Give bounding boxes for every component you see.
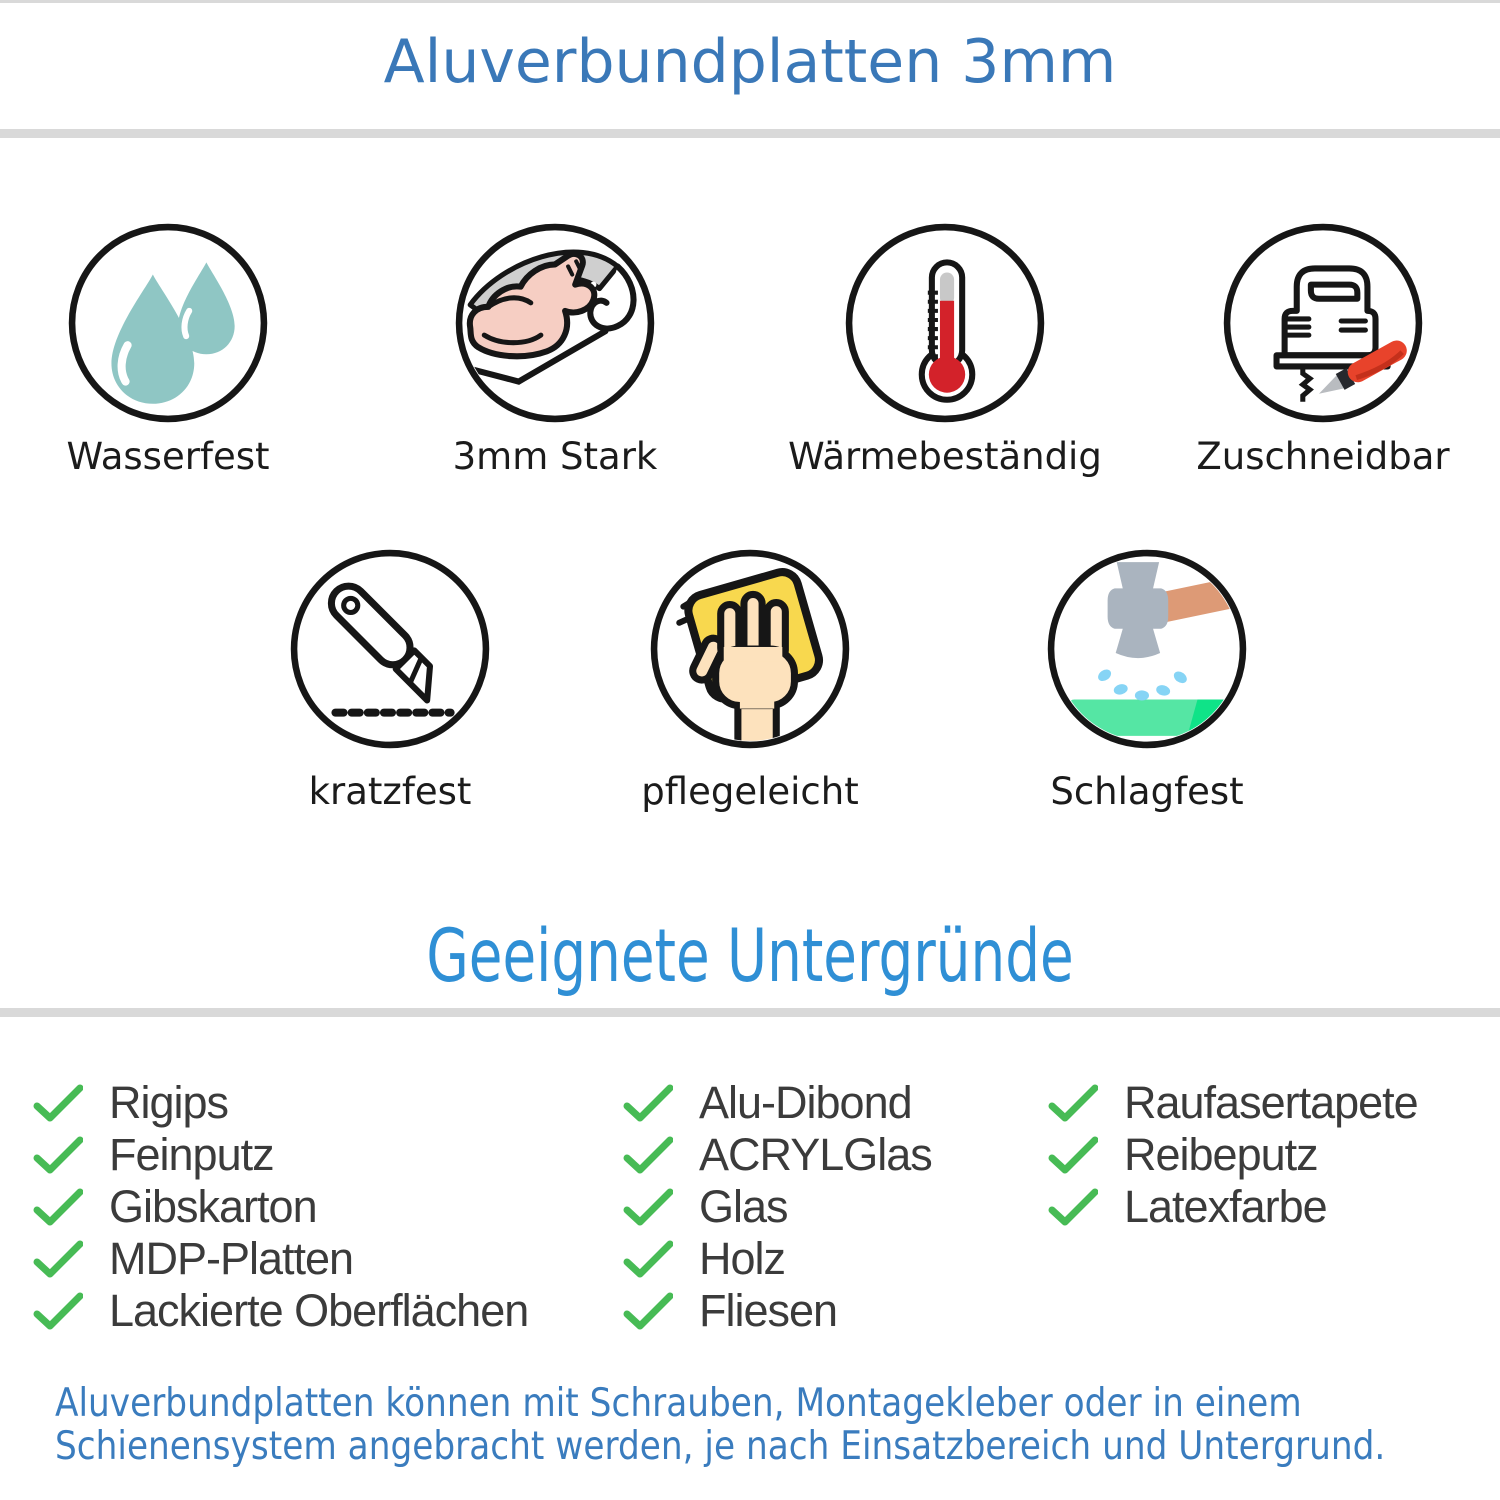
muscle-arm-panel-icon — [454, 222, 656, 424]
list-item-label: Gibskarton — [109, 1181, 317, 1232]
hammer-impact-icon — [1046, 548, 1248, 750]
list-item-label: Glas — [699, 1181, 788, 1232]
substrate-column-3 — [1048, 1077, 1418, 1233]
list-item-label: Holz — [699, 1233, 786, 1284]
list-item-label: Lackierte Oberflächen — [109, 1285, 529, 1336]
list-item-label: Latexfarbe — [1124, 1181, 1327, 1232]
cleaning-hand-icon — [649, 548, 851, 750]
list-item-label: Raufasertapete — [1124, 1077, 1418, 1128]
list-item — [1048, 1077, 1418, 1129]
list-item — [623, 1077, 932, 1129]
check-icon — [33, 1136, 83, 1174]
mounting-note-line2: Schienensystem angebracht werden, je nach Einsatzbereich und Untergrund. — [55, 1424, 1386, 1469]
jigsaw-cutter-icon — [1222, 222, 1424, 424]
mounting-note-line1: Aluverbundplatten können mit Schrauben, Montagekleber oder in einem — [55, 1381, 1302, 1426]
check-icon — [33, 1084, 83, 1122]
list-item — [623, 1233, 932, 1285]
feature-wasserfest — [0, 222, 358, 478]
section-title: Geeignete Untergründe — [426, 914, 1074, 999]
list-item-label: Alu-Dibond — [699, 1077, 912, 1128]
mounting-note — [55, 1382, 1385, 1468]
top-border-strip — [0, 0, 1500, 3]
list-item-label: MDP-Platten — [109, 1233, 354, 1284]
feature-label: Wärmebeständig — [788, 435, 1102, 478]
feature-label: kratzfest — [308, 770, 472, 813]
feature-waermebestaendig — [755, 222, 1135, 478]
list-item — [33, 1181, 528, 1233]
check-icon — [1048, 1136, 1098, 1174]
list-item — [1048, 1129, 1418, 1181]
thermometer-icon — [844, 222, 1046, 424]
check-icon — [33, 1188, 83, 1226]
list-item — [623, 1285, 932, 1337]
list-item-label: ACRYLGlas — [699, 1129, 932, 1180]
list-item-label: Reibeputz — [1124, 1129, 1318, 1180]
list-item — [33, 1285, 528, 1337]
list-item — [623, 1181, 932, 1233]
feature-pflegeleicht — [560, 548, 940, 813]
feature-label: 3mm Stark — [452, 435, 658, 478]
list-item — [33, 1129, 528, 1181]
list-item — [1048, 1181, 1418, 1233]
feature-schlagfest — [957, 548, 1337, 813]
check-icon — [623, 1188, 673, 1226]
feature-kratzfest — [200, 548, 580, 813]
water-drops-icon — [67, 222, 269, 424]
list-item-label: Feinputz — [109, 1129, 274, 1180]
list-item-label: Fliesen — [699, 1285, 838, 1336]
list-item — [623, 1129, 932, 1181]
divider — [0, 129, 1500, 138]
divider — [0, 1008, 1500, 1017]
check-icon — [623, 1240, 673, 1278]
list-item — [33, 1077, 528, 1129]
list-item-label: Rigips — [109, 1077, 229, 1128]
check-icon — [1048, 1084, 1098, 1122]
substrate-column-2 — [623, 1077, 932, 1337]
page-title: Aluverbundplatten 3mm — [383, 27, 1117, 97]
feature-label: Zuschneidbar — [1196, 435, 1450, 478]
check-icon — [33, 1240, 83, 1278]
check-icon — [1048, 1188, 1098, 1226]
check-icon — [623, 1136, 673, 1174]
check-icon — [623, 1084, 673, 1122]
feature-zuschneidbar — [1133, 222, 1500, 478]
feature-label: Schlagfest — [1050, 770, 1244, 813]
check-icon — [623, 1292, 673, 1330]
check-icon — [33, 1292, 83, 1330]
feature-label: pflegeleicht — [641, 770, 859, 813]
feature-label: Wasserfest — [66, 435, 270, 478]
substrate-column-1 — [33, 1077, 528, 1337]
list-item — [33, 1233, 528, 1285]
feature-3mm-stark — [365, 222, 745, 478]
utility-knife-icon — [289, 548, 491, 750]
